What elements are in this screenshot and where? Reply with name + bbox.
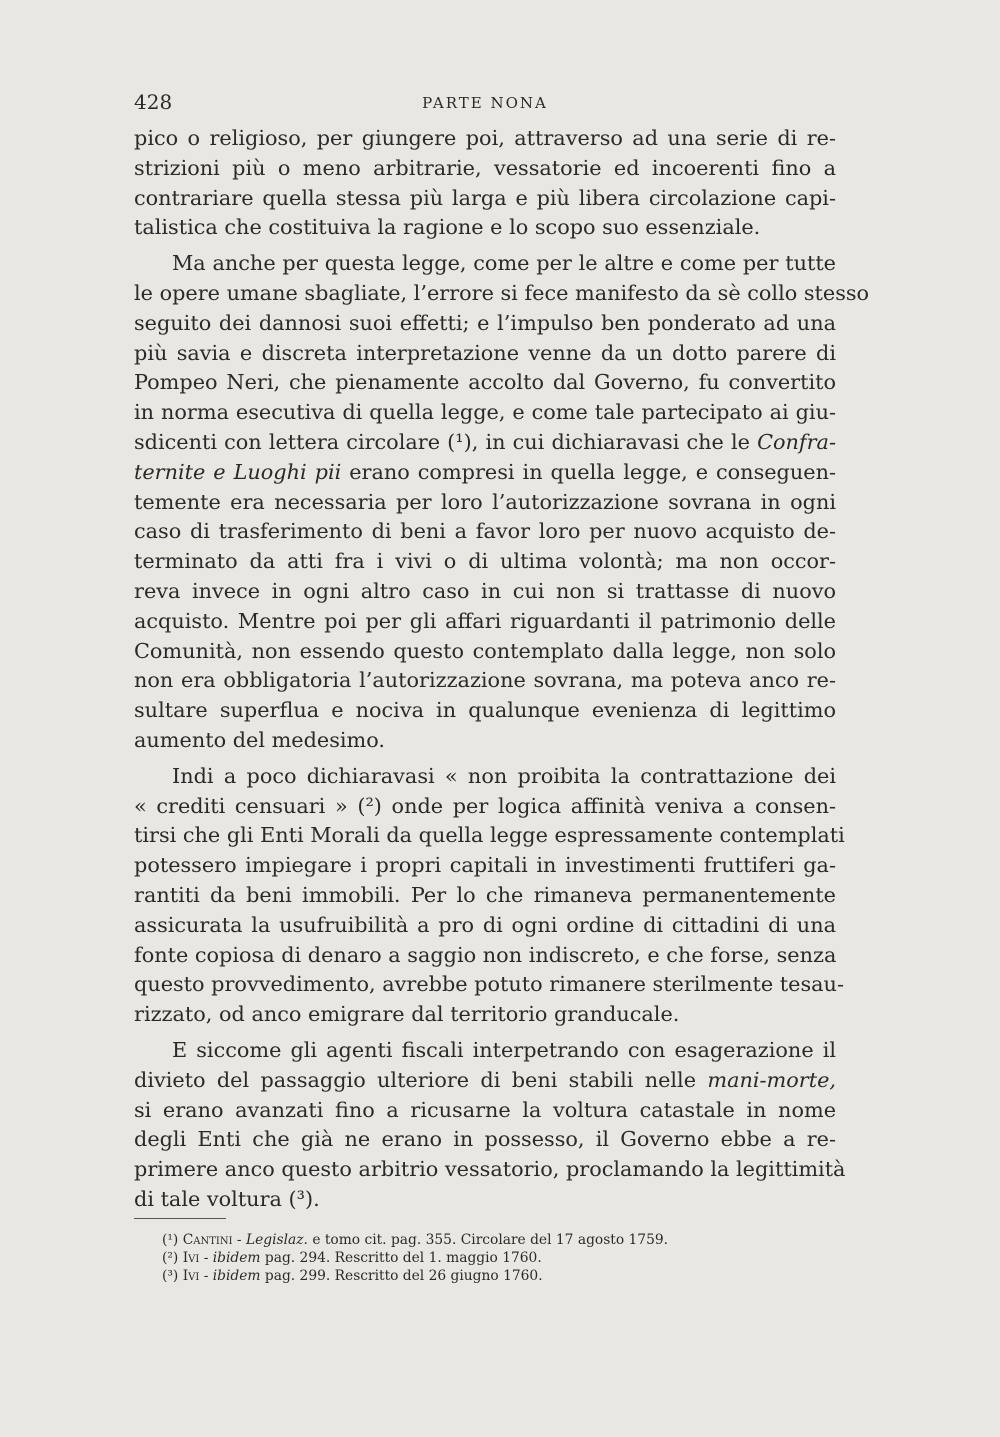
text-line: contrariare quella stessa più larga e più libera circolazione capi- xyxy=(134,185,836,210)
text-line: reva invece in ogni altro caso in cui non si trattasse di nuovo xyxy=(134,578,836,603)
text-line: temente era necessaria per loro l’autorizzazione sovrana in ogni xyxy=(134,489,836,514)
text-line: Ma anche per questa legge, come per le altre e come per tutte xyxy=(172,251,836,276)
text-line: sdicenti con lettera circolare (¹), in cui dichiaravasi che le Confra- xyxy=(134,429,836,454)
running-head: PARTE NONA xyxy=(422,94,548,112)
text-line: di tale voltura (³). xyxy=(134,1186,320,1211)
footnote: (¹) Cantini - Legislaz. e tomo cit. pag. 355. Circolare del 17 agosto 1759. xyxy=(162,1232,669,1248)
text-line: Comunità, non essendo questo contemplato dalla legge, non solo xyxy=(134,638,836,663)
text-line: pico o religioso, per giungere poi, attraverso ad una serie di re- xyxy=(134,126,836,150)
text-line: fonte copiosa di denaro a saggio non indiscreto, e che forse, senza xyxy=(134,942,837,967)
text-line: rantiti da beni immobili. Per lo che rimaneva permanentemente xyxy=(134,882,836,907)
text-line: primere anco questo arbitrio vessatorio, proclamando la legittimità xyxy=(134,1157,846,1182)
text-line: Pompeo Neri, che pienamente accolto dal Governo, fu convertito xyxy=(134,370,836,395)
text-line: aumento del medesimo. xyxy=(134,727,386,752)
text-line: degli Enti che già ne erano in possesso, il Governo ebbe a re- xyxy=(134,1127,836,1152)
text-line: seguito dei dannosi suoi effetti; e l’impulso ben ponderato ad una xyxy=(134,310,836,335)
footnote: (²) Ivi - ibidem pag. 294. Rescritto del 1. maggio 1760. xyxy=(162,1249,542,1266)
text-line: « crediti censuari » (²) onde per logica affinità veniva a consen- xyxy=(134,793,836,818)
text-line: questo provvedimento, avrebbe potuto rimanere sterilmente tesau- xyxy=(134,972,844,997)
text-line: in norma esecutiva di quella legge, e come tale partecipato ai giu- xyxy=(134,400,836,425)
text-line: caso di trasferimento di beni a favor loro per nuovo acquisto de- xyxy=(134,519,836,544)
text-line: acquisto. Mentre poi per gli affari riguardanti il patrimonio delle xyxy=(134,608,836,633)
footnote: (³) Ivi - ibidem pag. 299. Rescritto del 26 giugno 1760. xyxy=(162,1267,543,1284)
body-text xyxy=(134,124,870,1215)
footnote-divider xyxy=(134,1218,226,1219)
text-line: assicurata la usufruibilità a pro di ogni ordine di cittadini di una xyxy=(134,912,836,937)
text-line: si erano avanzati fino a ricusarne la voltura catastale in nome xyxy=(134,1097,836,1122)
text-line: talistica che costituiva la ragione e lo scopo suo essenziale. xyxy=(134,215,761,240)
page-header xyxy=(134,90,836,120)
text-line: le opere umane sbagliate, l’errore si fece manifesto da sè collo stesso xyxy=(134,280,870,305)
text-line: tirsi che gli Enti Morali da quella legge espressamente contemplati xyxy=(134,823,845,848)
text-line: più savia e discreta interpretazione venne da un dotto parere di xyxy=(134,340,836,365)
page-number: 428 xyxy=(134,90,173,114)
text-line: rizzato, od anco emigrare dal territorio granducale. xyxy=(134,1002,680,1027)
text-line: terminato da atti fra i vivi o di ultima volontà; ma non occor- xyxy=(134,549,836,574)
text-line: sultare superflua e nociva in qualunque evenienza di legittimo xyxy=(134,698,836,723)
text-line: strizioni più o meno arbitrarie, vessatorie ed incoerenti fino a xyxy=(134,155,836,180)
text-line: potessero impiegare i propri capitali in investimenti fruttiferi ga- xyxy=(134,853,836,878)
footnotes xyxy=(162,1232,782,1285)
text-line: ternite e Luoghi pii erano compresi in quella legge, e conseguen- xyxy=(134,459,836,484)
text-line: Indi a poco dichiaravasi « non proibita la contrattazione dei xyxy=(172,763,836,788)
text-line: divieto del passaggio ulteriore di beni stabili nelle mani-morte, xyxy=(134,1067,836,1092)
text-line: non era obbligatoria l’autorizzazione sovrana, ma poteva anco re- xyxy=(134,668,836,693)
text-line: E siccome gli agenti fiscali interpetrando con esagerazione il xyxy=(172,1037,836,1062)
